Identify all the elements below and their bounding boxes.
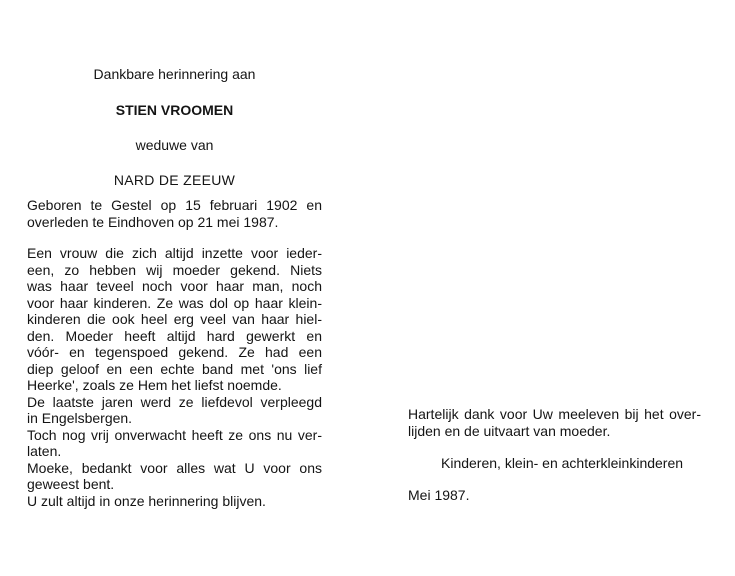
memorial-text xyxy=(27,245,322,509)
husband-name: NARD DE ZEEUW xyxy=(113,172,236,188)
text-line: U zult altijd in onze herinnering blijven. xyxy=(27,492,266,509)
deceased-name: STIEN VROOMEN xyxy=(115,102,234,118)
death-line: overleden te Eindhoven op 21 mei 1987. xyxy=(27,213,279,230)
thanks-paragraph xyxy=(408,406,701,439)
text-line: in Engelsbergen. xyxy=(27,410,133,426)
text-line: den. Moeder heeft altijd hard gewerkt en xyxy=(27,327,322,344)
thanks-line: lijden en de uitvaart van moeder. xyxy=(408,422,611,439)
text-line: diep geloof en een echte band met 'ons lief xyxy=(27,360,322,377)
text-line: De laatste jaren werd ze liefdevol verpleegd xyxy=(27,393,322,410)
text-line: was haar teveel noch voor haar man, noch xyxy=(27,278,322,294)
birth-line: Geboren te Gestel op 15 februari 1902 en xyxy=(27,197,322,213)
thanks-line: Hartelijk dank voor Uw meeleven bij het over- xyxy=(408,406,701,422)
text-line: Moeke, bedankt voor alles wat U voor ons xyxy=(27,459,322,476)
card-date: Mei 1987. xyxy=(408,487,470,503)
text-line: een, zo hebben wij moeder gekend. Niets xyxy=(27,261,322,278)
family-signature: Kinderen, klein- en achterkleinkinderen xyxy=(441,455,684,471)
widow-of-text: weduwe van xyxy=(135,137,214,153)
birth-death-paragraph xyxy=(27,197,322,230)
intro-text: Dankbare herinnering aan xyxy=(93,66,256,82)
text-line: kinderen die ook heel erg veel van haar hiel- xyxy=(27,311,322,327)
text-line: Heerke', zoals ze Hem het liefst noemde. xyxy=(27,377,282,393)
text-line: vóór- en tegenspoed gekend. Ze had een xyxy=(27,344,322,360)
text-line: laten. xyxy=(27,443,62,459)
text-line: geweest bent. xyxy=(27,476,115,492)
text-line: Een vrouw die zich altijd inzette voor ieder- xyxy=(27,245,322,261)
text-line: Toch nog vrij onverwacht heeft ze ons nu ver- xyxy=(27,426,322,443)
text-line: voor haar kinderen. Ze was dol op haar klein- xyxy=(27,294,322,311)
